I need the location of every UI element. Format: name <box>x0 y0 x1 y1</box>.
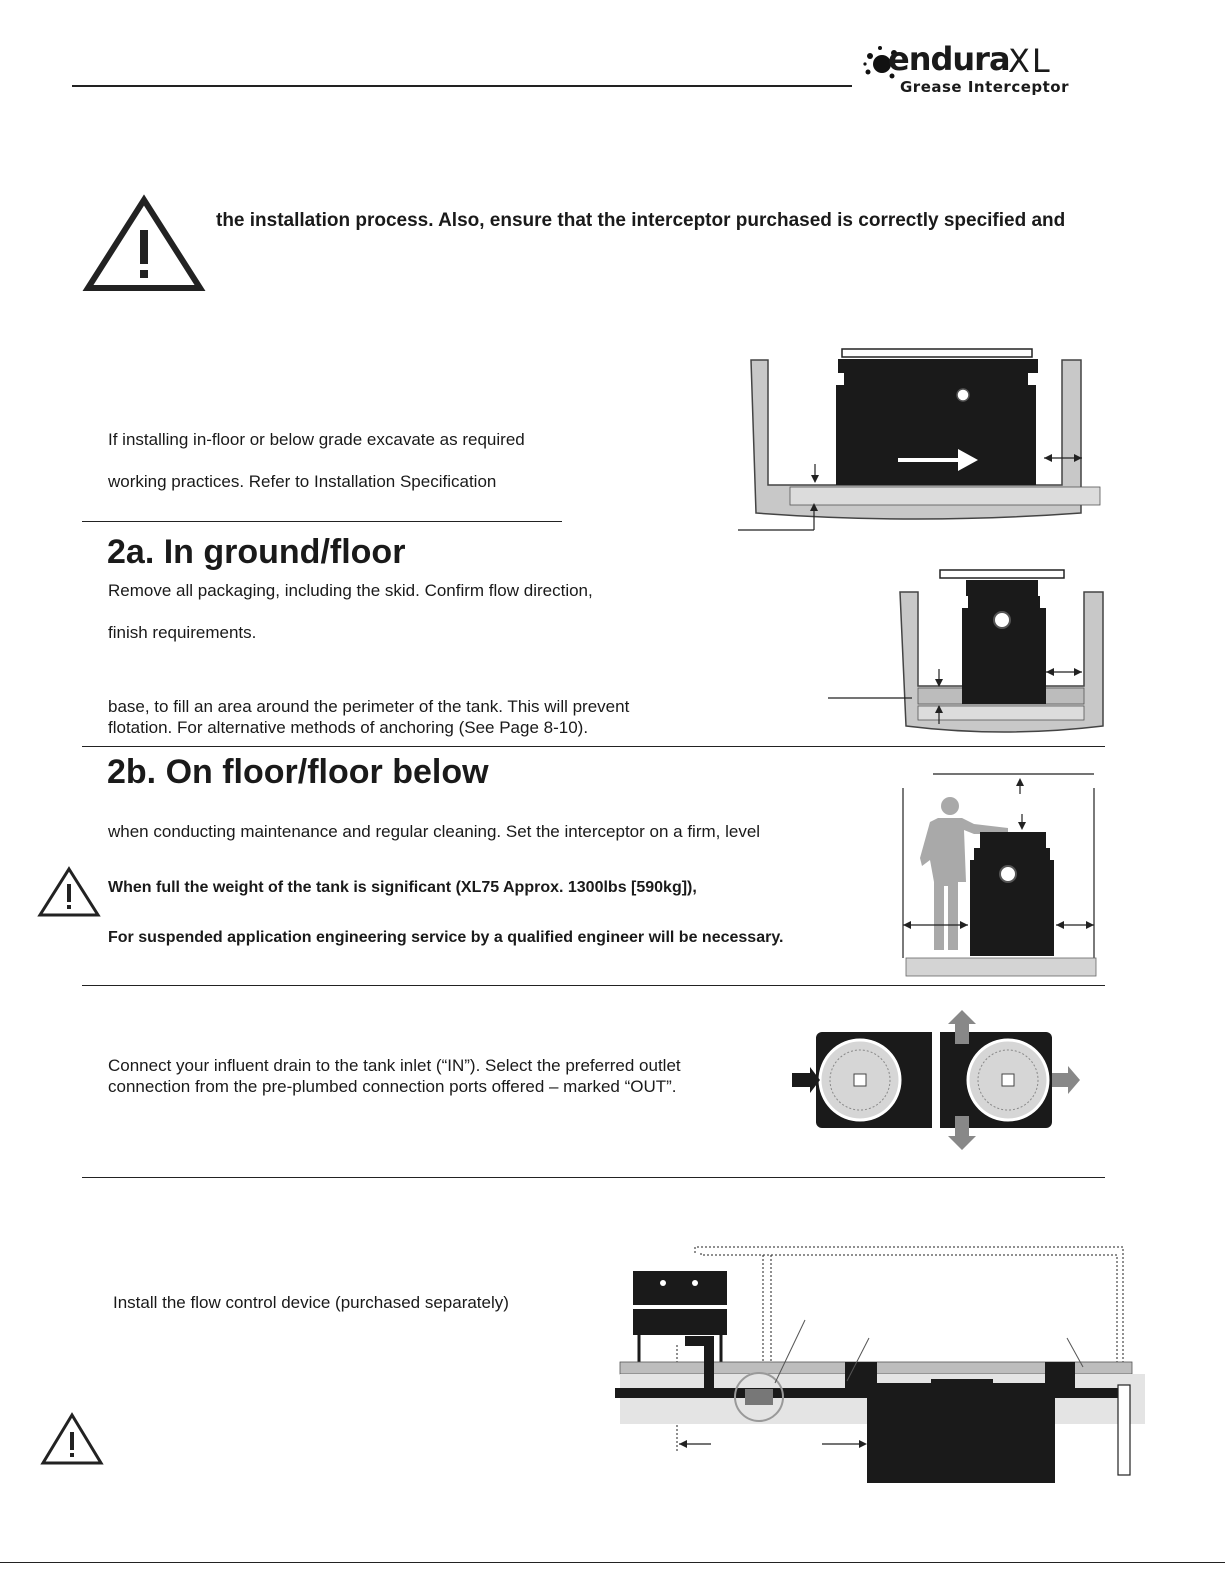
step1-line2: working practices. Refer to Installation Specification <box>108 472 497 491</box>
logo-suffix: XL <box>1008 42 1052 80</box>
step1-line1: If installing in-floor or below grade excavate as required <box>108 430 525 449</box>
warning-icon-small <box>37 866 101 918</box>
plumbing-diagram <box>615 1225 1150 1495</box>
step2a-line2: finish requirements. <box>108 623 257 642</box>
step3-line2: connection from the pre-plumbed connection ports offered – marked “OUT”. <box>108 1077 677 1096</box>
brand-logo <box>862 40 1082 100</box>
warning-icon-small-2 <box>40 1412 104 1466</box>
step1-rule <box>82 521 562 522</box>
on-floor-diagram <box>900 770 1100 980</box>
step3-rule <box>82 1177 1105 1178</box>
step2a-rule <box>82 746 1105 747</box>
warning-text: the installation process. Also, ensure that the interceptor purchased is correctly specified and <box>216 210 1066 231</box>
step2b-warning1: When full the weight of the tank is significant (XL75 Approx. 1300lbs [590kg]), <box>108 879 697 896</box>
header-rule <box>72 85 852 87</box>
step3-line1: Connect your influent drain to the tank inlet (“IN”). Select the preferred outlet <box>108 1056 681 1075</box>
step2b-heading: 2b. On floor/floor below <box>107 753 489 791</box>
top-view-diagram <box>792 1010 1082 1150</box>
warning-icon <box>82 194 206 294</box>
excavation-diagram <box>738 345 1083 535</box>
step2b-rule <box>82 985 1105 986</box>
step4-line1: Install the flow control device (purchased separately) <box>113 1293 509 1312</box>
step2a-line3: base, to fill an area around the perimeter of the tank. This will prevent <box>108 697 630 716</box>
step2a-line1: Remove all packaging, including the skid. Confirm flow direction, <box>108 581 593 600</box>
step2a-heading: 2a. In ground/floor <box>107 533 406 571</box>
logo-tagline: Grease Interceptor <box>900 78 1070 96</box>
logo-wordmark: endura <box>888 40 1010 78</box>
step2b-line1: when conducting maintenance and regular cleaning. Set the interceptor on a firm, level <box>108 822 761 841</box>
step2b-warning2: For suspended application engineering service by a qualified engineer will be necessary. <box>108 929 784 946</box>
footer-rule <box>0 1562 1225 1563</box>
in-ground-diagram <box>828 566 1108 746</box>
step2a-line4: flotation. For alternative methods of anchoring (See Page 8-10). <box>108 718 589 737</box>
